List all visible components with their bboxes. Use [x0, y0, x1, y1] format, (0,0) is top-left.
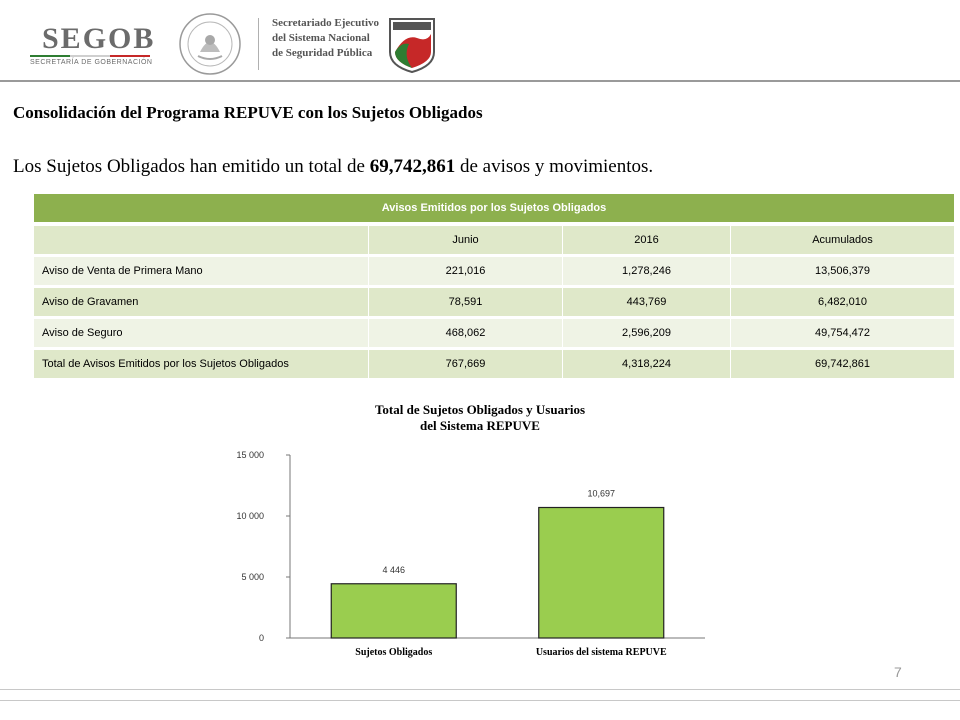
y-tick-label: 0 — [258, 633, 264, 643]
table-cell: 767,669 — [369, 350, 563, 378]
sesnsp-line-2: del Sistema Nacional — [272, 32, 370, 44]
table-cell: Aviso de Venta de Primera Mano — [34, 257, 369, 285]
bar — [331, 584, 456, 638]
summary-text — [13, 156, 653, 178]
table-cell: 468,062 — [369, 319, 563, 347]
summary-total: 69,742,861 — [369, 156, 456, 177]
y-tick-label: 15 000 — [236, 450, 264, 460]
summary-suffix: de avisos y movimientos. — [455, 156, 654, 177]
table-cell: 2,596,209 — [563, 319, 731, 347]
table-cell: 13,506,379 — [731, 257, 954, 285]
page-title: Consolidación del Programa REPUVE con los Sujetos Obligados — [13, 103, 483, 122]
table-cell: 78,591 — [369, 288, 563, 316]
bar — [539, 507, 664, 638]
table-cell: Aviso de Gravamen — [34, 288, 369, 316]
table-cell: 6,482,010 — [731, 288, 954, 316]
table-cell: 1,278,246 — [563, 257, 731, 285]
page-number: 7 — [894, 664, 902, 680]
table-row — [34, 257, 954, 285]
sesnsp-name — [272, 16, 379, 61]
sns-shield-icon — [387, 16, 437, 74]
avisos-table — [34, 194, 954, 378]
table-row — [34, 288, 954, 316]
header-divider — [258, 18, 259, 70]
bar-data-label: 10,697 — [587, 488, 616, 499]
chart-title-line: Total de Sujetos Obligados y Usuarios — [374, 402, 586, 417]
footer-rule — [0, 689, 960, 690]
table-cell: Total de Avisos Emitidos por los Sujetos Obligados — [34, 350, 369, 378]
segob-tricolor-line — [30, 55, 150, 57]
table-row — [34, 319, 954, 347]
x-category-label: Sujetos Obligados — [355, 647, 433, 658]
sesnsp-line-3: de Seguridad Pública — [272, 47, 373, 59]
table-cell: 69,742,861 — [731, 350, 954, 378]
table-caption: Avisos Emitidos por los Sujetos Obligados — [34, 194, 954, 222]
mexico-seal-icon — [178, 12, 242, 76]
sesnsp-line-1: Secretariado Ejecutivo — [272, 17, 380, 29]
table-cell: 443,769 — [563, 288, 731, 316]
table-header-row — [34, 226, 954, 254]
table-cell: 49,754,472 — [731, 319, 954, 347]
table-header-cell: Junio — [369, 226, 563, 254]
table-header-cell: Acumulados — [731, 226, 954, 254]
x-category-label: Usuarios del sistema REPUVE — [535, 647, 667, 658]
summary-prefix: Los Sujetos Obligados han emitido un total de — [13, 156, 370, 177]
segob-subtitle: SECRETARÍA DE GOBERNACIÓN — [30, 59, 153, 66]
bar-chart — [200, 395, 760, 665]
table-header-cell: 2016 — [563, 226, 731, 254]
header — [0, 0, 960, 80]
y-tick-label: 10 000 — [236, 511, 264, 521]
table-total-row — [34, 350, 954, 378]
y-tick-label: 5 000 — [241, 572, 264, 582]
segob-logo — [30, 18, 160, 68]
table-header-cell — [34, 226, 369, 254]
chart-title-line: del Sistema REPUVE — [420, 418, 540, 433]
bar-data-label: 4 446 — [382, 564, 406, 575]
table-cell: 4,318,224 — [563, 350, 731, 378]
header-rule — [0, 80, 960, 82]
table-cell: Aviso de Seguro — [34, 319, 369, 347]
segob-wordmark: SEGOB — [42, 22, 156, 55]
table-cell: 221,016 — [369, 257, 563, 285]
footer-rule — [0, 700, 960, 701]
